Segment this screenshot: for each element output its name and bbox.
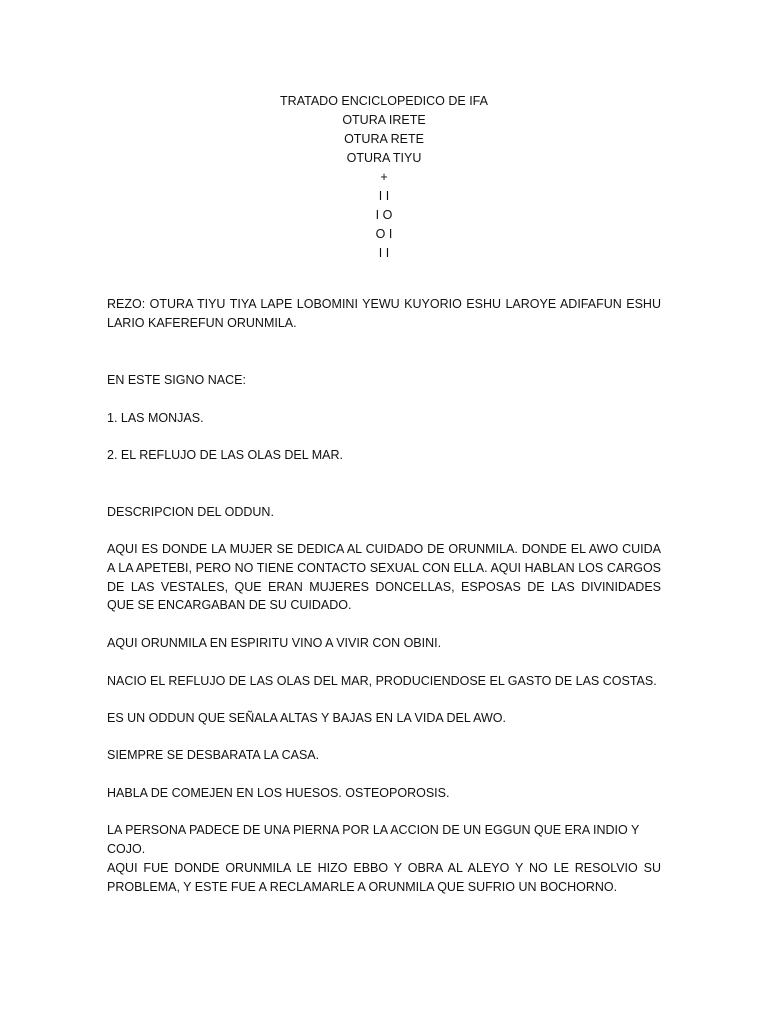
- oddun-mark-3: I O: [375, 208, 393, 222]
- descripcion-paragraph-5: SIEMPRE SE DESBARATA LA CASA.: [107, 748, 320, 762]
- oddun-name-1: OTURA IRETE: [342, 113, 426, 127]
- descripcion-paragraph-2: AQUI ORUNMILA EN ESPIRITU VINO A VIVIR CON OBINI.: [107, 636, 442, 650]
- title-block: [0, 92, 768, 263]
- rezo-paragraph: REZO: OTURA TIYU TIYA LAPE LOBOMINI YEWU KUYORIO ESHU LAROYE ADIFAFUN ESHU LARIO KAFEREFUN ORUNMILA.: [107, 297, 661, 330]
- oddun-name-2: OTURA RETE: [344, 132, 424, 146]
- oddun-mark-2: I I: [378, 189, 390, 203]
- nace-heading: EN ESTE SIGNO NACE:: [107, 373, 246, 387]
- nace-item-2: 2. EL REFLUJO DE LAS OLAS DEL MAR.: [107, 448, 343, 462]
- descripcion-paragraph-3: NACIO EL REFLUJO DE LAS OLAS DEL MAR, PRODUCIENDOSE EL GASTO DE LAS COSTAS.: [107, 674, 657, 688]
- descripcion-heading: DESCRIPCION DEL ODDUN.: [107, 505, 274, 519]
- descripcion-paragraph-1: AQUI ES DONDE LA MUJER SE DEDICA AL CUIDADO DE ORUNMILA. DONDE EL AWO CUIDA A LA APETEBI, PERO NO TIENE CONTACTO SEXUAL CON ELLA. AQUI HABLAN LOS CARGOS DE LAS VESTALES, QUE ERAN MUJERES DONCELLAS, ESPOSAS DE LAS DIVINIDADES QUE SE ENCARGABAN DE SU CUIDADO.: [107, 542, 661, 613]
- descripcion-paragraph-7: LA PERSONA PADECE DE UNA PIERNA POR LA ACCION DE UN EGGUN QUE ERA INDIO Y COJO.: [107, 823, 640, 856]
- oddun-mark-1: +: [380, 170, 388, 184]
- oddun-name-3: OTURA TIYU: [346, 151, 422, 165]
- descripcion-paragraph-4: ES UN ODDUN QUE SEÑALA ALTAS Y BAJAS EN LA VIDA DEL AWO.: [107, 711, 506, 725]
- oddun-mark-4: O I: [375, 227, 393, 241]
- descripcion-paragraph-6: HABLA DE COMEJEN EN LOS HUESOS. OSTEOPOROSIS.: [107, 786, 450, 800]
- descripcion-paragraph-8: AQUI FUE DONDE ORUNMILA LE HIZO EBBO Y OBRA AL ALEYO Y NO LE RESOLVIO SU PROBLEMA, Y ESTE FUE A RECLAMARLE A ORUNMILA QUE SUFRIO UN BOCHORNO.: [107, 861, 661, 894]
- document-title: TRATADO ENCICLOPEDICO DE IFA: [280, 94, 488, 108]
- nace-item-1: 1. LAS MONJAS.: [107, 411, 204, 425]
- oddun-mark-5: I I: [378, 246, 390, 260]
